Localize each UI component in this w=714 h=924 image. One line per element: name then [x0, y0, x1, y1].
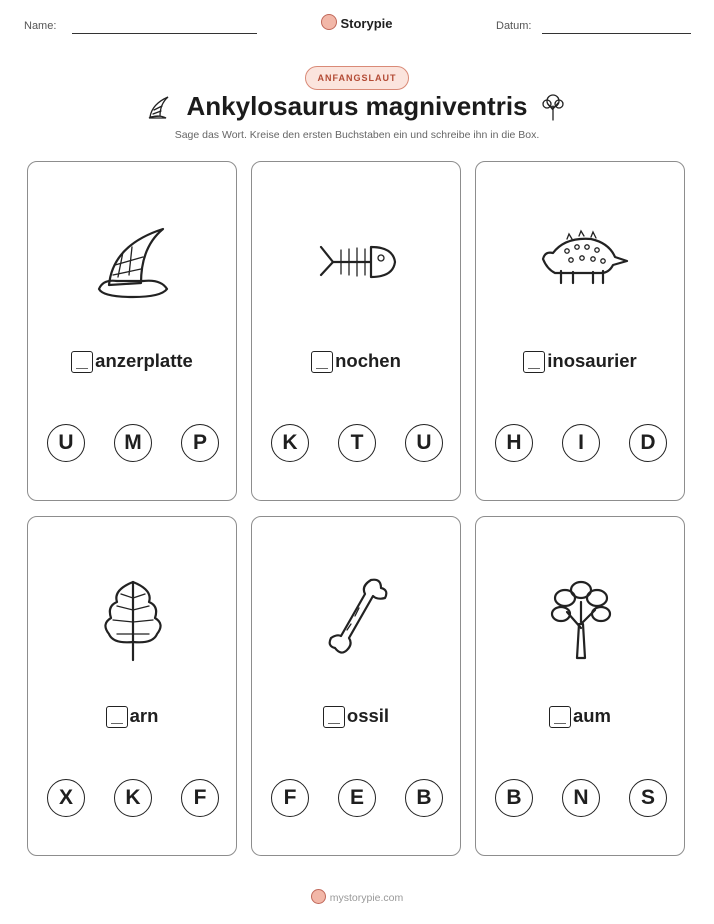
footer-url[interactable]: mystorypie.com	[329, 892, 404, 904]
letter-options	[271, 424, 443, 462]
bone-icon	[307, 572, 407, 662]
dinosaur-icon	[531, 217, 631, 307]
letter-option[interactable]: M	[114, 424, 152, 462]
word-card	[475, 516, 685, 856]
word-card	[475, 161, 685, 501]
letter-option[interactable]: B	[495, 779, 533, 817]
letter-option[interactable]: I	[562, 424, 600, 462]
letter-option[interactable]: K	[114, 779, 152, 817]
letter-answer-box[interactable]	[523, 351, 545, 373]
letter-option[interactable]: X	[47, 779, 85, 817]
letter-option[interactable]: N	[562, 779, 600, 817]
word-card	[251, 161, 461, 501]
word-puzzle	[476, 350, 684, 373]
letter-answer-box[interactable]	[311, 351, 333, 373]
date-line[interactable]	[542, 33, 691, 34]
letter-option[interactable]: D	[629, 424, 667, 462]
letter-answer-box[interactable]	[323, 706, 345, 728]
letter-options	[47, 779, 219, 817]
word-remainder: arn	[129, 705, 159, 726]
footer	[0, 889, 714, 904]
tree-icon	[538, 92, 568, 122]
word-puzzle	[28, 350, 236, 373]
letter-options	[47, 424, 219, 462]
category-badge: ANFANGSLAUT	[305, 66, 409, 90]
instructions: Sage das Wort. Kreise den ersten Buchstaben ein und schreibe ihn in die Box.	[174, 129, 540, 141]
letter-option[interactable]: U	[47, 424, 85, 462]
letter-answer-box[interactable]	[549, 706, 571, 728]
mascot-icon	[311, 889, 326, 904]
word-remainder: nochen	[335, 350, 401, 371]
word-remainder: aum	[572, 705, 612, 726]
word-card	[27, 516, 237, 856]
brand-name: Storypie	[340, 16, 393, 31]
letter-option[interactable]: U	[405, 424, 443, 462]
word-puzzle	[28, 705, 236, 728]
word-card	[27, 161, 237, 501]
letter-option[interactable]: T	[338, 424, 376, 462]
name-label: Name:	[24, 20, 57, 32]
letter-option[interactable]: K	[271, 424, 309, 462]
word-puzzle	[252, 705, 460, 728]
letter-option[interactable]: S	[629, 779, 667, 817]
word-puzzle	[476, 705, 684, 728]
letter-options	[271, 779, 443, 817]
fish-skeleton-icon	[307, 217, 407, 307]
brand-logo	[0, 14, 714, 31]
word-puzzle	[252, 350, 460, 373]
word-remainder: anzerplatte	[95, 350, 193, 371]
tree-icon	[531, 572, 631, 662]
letter-option[interactable]: F	[181, 779, 219, 817]
letter-option[interactable]: F	[271, 779, 309, 817]
claw-icon	[83, 217, 183, 307]
letter-option[interactable]: H	[495, 424, 533, 462]
page-title: Ankylosaurus magniventris	[186, 91, 528, 121]
letter-options	[495, 424, 667, 462]
letter-option[interactable]: E	[338, 779, 376, 817]
letter-answer-box[interactable]	[106, 706, 128, 728]
word-remainder: ossil	[346, 705, 390, 726]
letter-options	[495, 779, 667, 817]
fern-leaf-icon	[83, 572, 183, 662]
mascot-icon	[321, 14, 337, 30]
letter-option[interactable]: B	[405, 779, 443, 817]
letter-answer-box[interactable]	[71, 351, 93, 373]
word-remainder: inosaurier	[547, 350, 637, 371]
name-line[interactable]	[72, 33, 257, 34]
date-label: Datum:	[496, 20, 532, 32]
letter-option[interactable]: P	[181, 424, 219, 462]
word-card	[251, 516, 461, 856]
